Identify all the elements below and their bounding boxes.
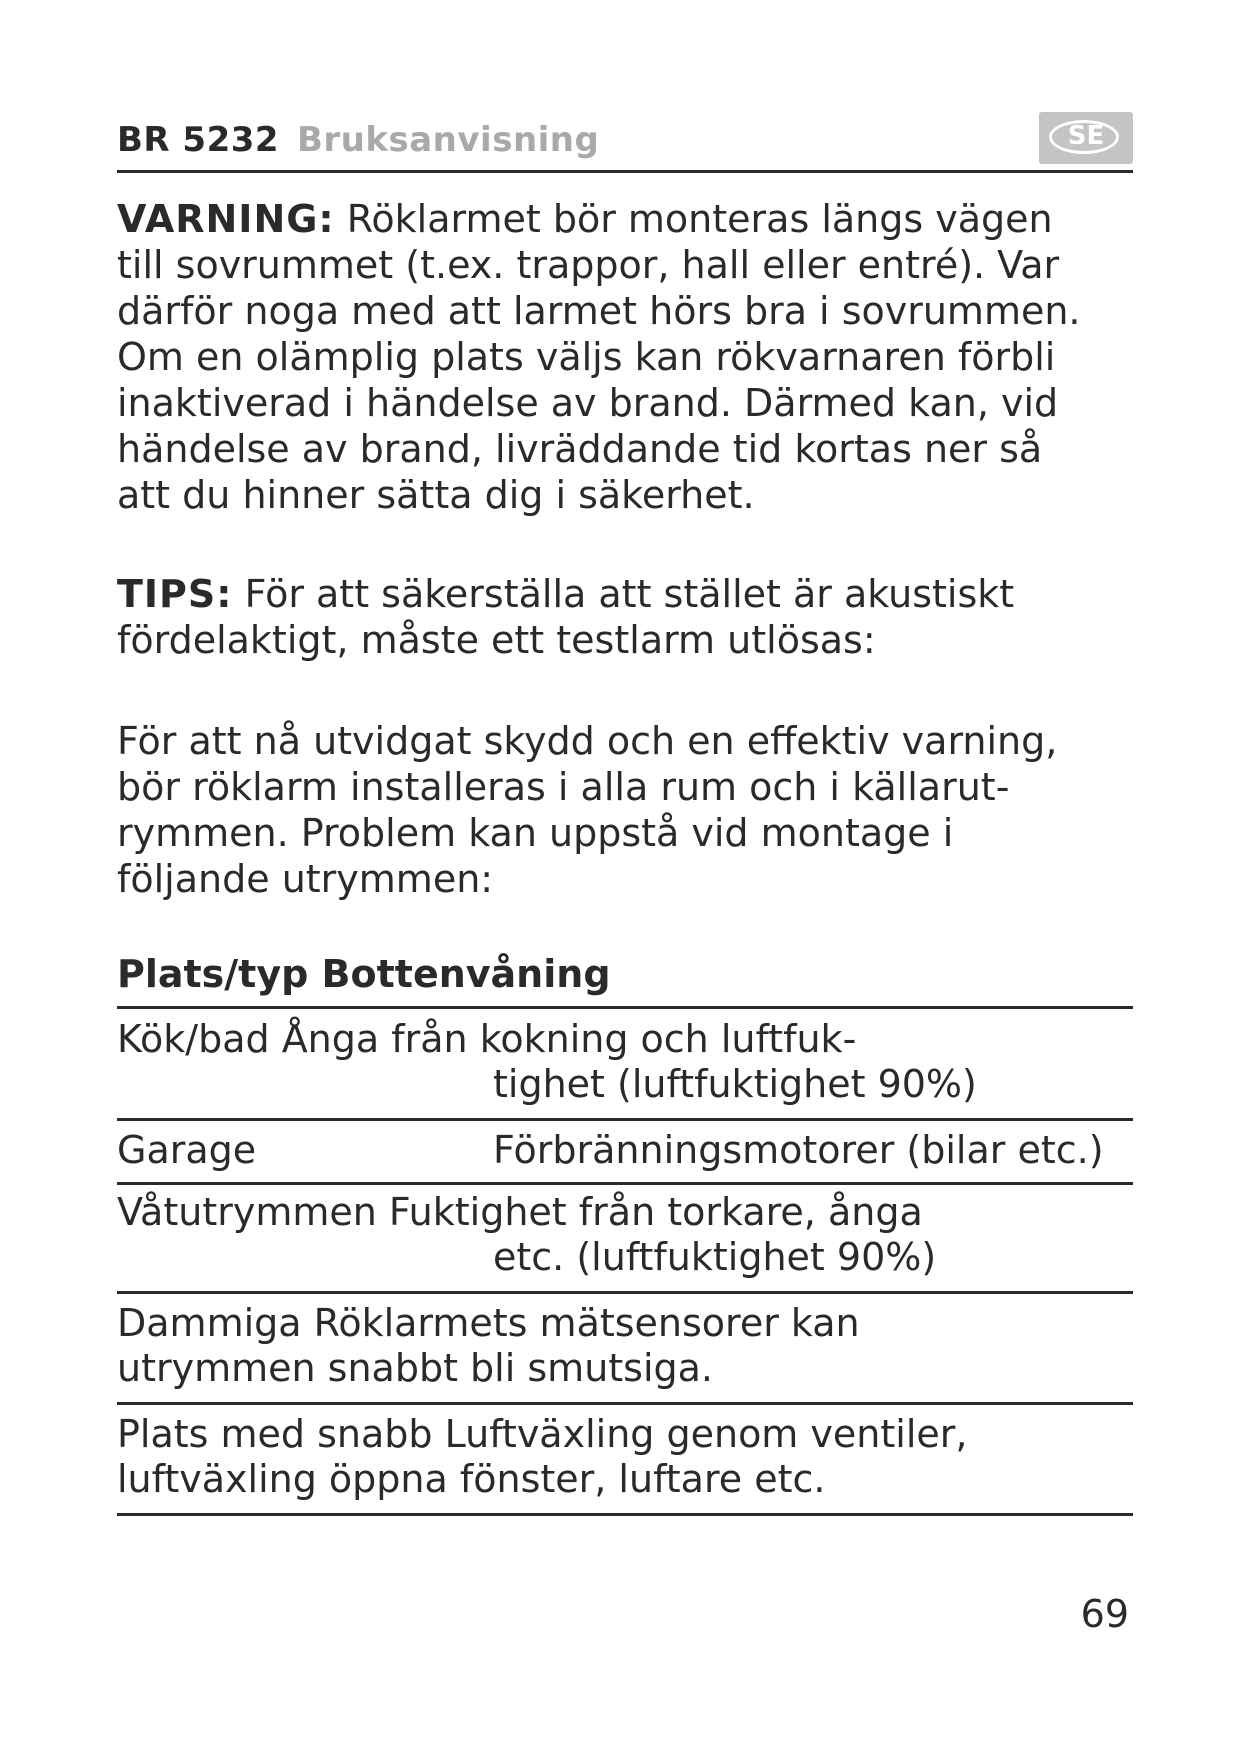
table-row-right: tighet (luftfuktighet 90%): [493, 1062, 977, 1106]
install-line: För att nå utvidgat skydd och en effektiv varning,: [117, 719, 1058, 763]
language-code: SE: [1067, 121, 1105, 151]
table-rule: [117, 1006, 1133, 1009]
tips-label: TIPS:: [117, 572, 233, 616]
warning-line: till sovrummet (t.ex. trappor, hall eller entré). Var: [117, 243, 1060, 287]
install-line: rymmen. Problem kan uppstå vid montage i: [117, 811, 954, 855]
table-row-left: Våtutrymmen Fuktighet från torkare, ånga: [117, 1190, 923, 1234]
page-header: [117, 118, 1133, 173]
warning-label: VARNING:: [117, 197, 335, 241]
table-row-left: Plats med snabb Luftväxling genom ventiler,: [117, 1412, 968, 1456]
table-rule: [117, 1513, 1133, 1516]
warning-line: Röklarmet bör monteras längs vägen: [334, 197, 1053, 241]
table-title: Plats/typ Bottenvåning: [117, 952, 611, 996]
warning-line: därför noga med att larmet hörs bra i sovrummen.: [117, 289, 1081, 333]
table-rule: [117, 1182, 1133, 1185]
install-line: bör röklarm installeras i alla rum och i källarut-: [117, 765, 1010, 809]
table-row-right: utrymmen snabbt bli smutsiga.: [117, 1346, 714, 1390]
tips-line: För att säkerställa att stället är akustiskt: [232, 572, 1015, 616]
table-row-left: Dammiga Röklarmets mätsensorer kan: [117, 1301, 860, 1345]
table-row-right: Förbränningsmotorer (bilar etc.): [493, 1128, 1104, 1172]
page-number: 69: [1080, 1592, 1129, 1636]
model-number: BR 5232: [117, 120, 280, 160]
table-row-right: etc. (luftfuktighet 90%): [493, 1235, 937, 1279]
warning-line: Om en olämplig plats väljs kan rökvarnaren förbli: [117, 335, 1056, 379]
warning-line: att du hinner sätta dig i säkerhet.: [117, 473, 755, 517]
warning-line: inaktiverad i händelse av brand. Därmed kan, vid: [117, 381, 1059, 425]
table-row-left: Kök/bad Ånga från kokning och luftfuk-: [117, 1017, 857, 1061]
tips-paragraph: [117, 571, 1014, 663]
table-row-right: luftväxling öppna fönster, luftare etc.: [117, 1457, 826, 1501]
manual-title: Bruksanvisning: [297, 120, 600, 160]
warning-paragraph: [117, 196, 1081, 518]
install-line: följande utrymmen:: [117, 857, 494, 901]
table-rule: [117, 1118, 1133, 1121]
tips-line: fördelaktigt, måste ett testlarm utlösas:: [117, 618, 876, 662]
table-rule: [117, 1291, 1133, 1294]
install-paragraph: [117, 718, 1057, 902]
language-badge: [1039, 112, 1133, 164]
table-row-left: Garage: [117, 1128, 257, 1172]
table-rule: [117, 1402, 1133, 1405]
warning-line: händelse av brand, livräddande tid kortas ner så: [117, 427, 1043, 471]
